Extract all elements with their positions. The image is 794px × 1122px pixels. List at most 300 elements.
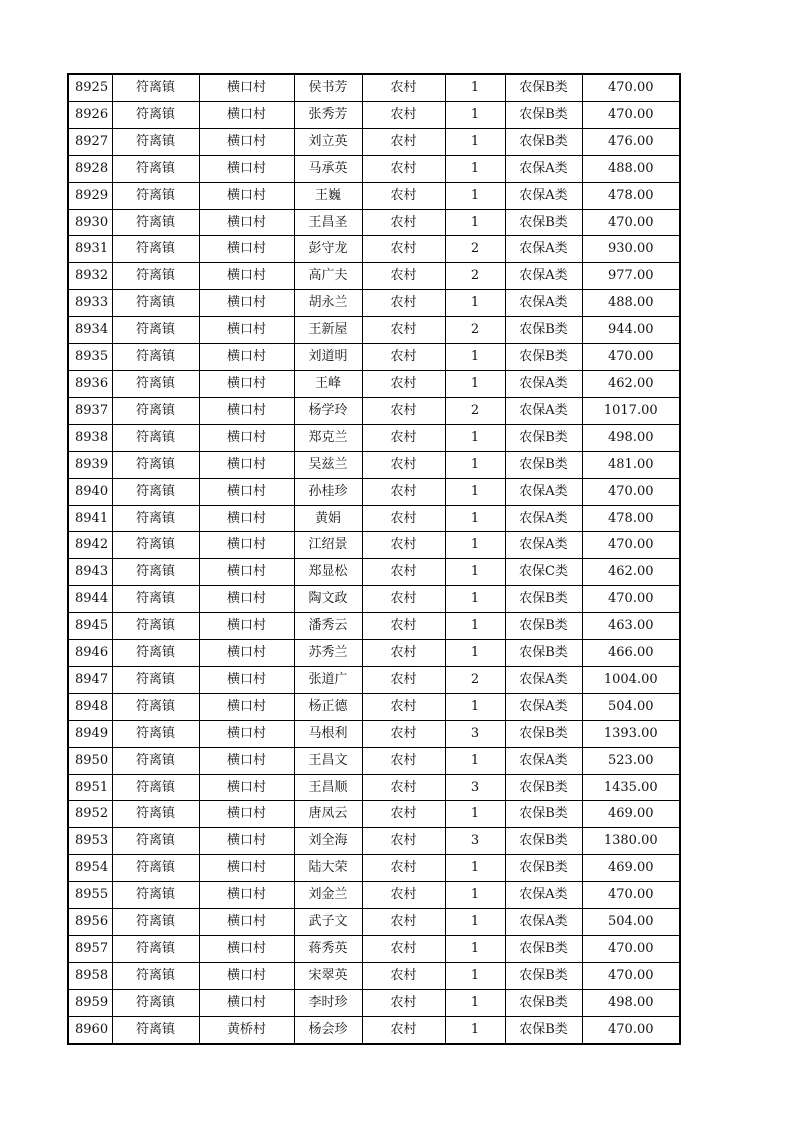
insurance-class-cell: 农保A类 <box>505 236 582 263</box>
area-type-cell: 农村 <box>362 855 445 882</box>
insurance-class-cell: 农保B类 <box>505 128 582 155</box>
village-cell: 横口村 <box>199 397 294 424</box>
row-id: 8959 <box>68 989 112 1016</box>
amount-cell: 481.00 <box>582 451 680 478</box>
insurance-class-cell: 农保A类 <box>505 532 582 559</box>
town-cell: 符离镇 <box>112 370 199 397</box>
village-cell: 横口村 <box>199 559 294 586</box>
village-cell: 横口村 <box>199 774 294 801</box>
village-cell: 黄桥村 <box>199 1016 294 1043</box>
village-cell: 横口村 <box>199 370 294 397</box>
insurance-class-cell: 农保B类 <box>505 828 582 855</box>
town-cell: 符离镇 <box>112 989 199 1016</box>
village-cell: 横口村 <box>199 74 294 101</box>
household-count-cell: 1 <box>445 290 505 317</box>
town-cell: 符离镇 <box>112 909 199 936</box>
insurance-class-cell: 农保B类 <box>505 936 582 963</box>
household-count-cell: 2 <box>445 666 505 693</box>
table-row <box>68 693 680 720</box>
area-type-cell: 农村 <box>362 74 445 101</box>
table-row <box>68 747 680 774</box>
household-count-cell: 1 <box>445 855 505 882</box>
insurance-class-cell: 农保A类 <box>505 370 582 397</box>
town-cell: 符离镇 <box>112 962 199 989</box>
area-type-cell: 农村 <box>362 828 445 855</box>
insurance-class-cell: 农保B类 <box>505 720 582 747</box>
area-type-cell: 农村 <box>362 882 445 909</box>
amount-cell: 470.00 <box>582 532 680 559</box>
village-cell: 横口村 <box>199 236 294 263</box>
table-row <box>68 155 680 182</box>
amount-cell: 488.00 <box>582 290 680 317</box>
area-type-cell: 农村 <box>362 989 445 1016</box>
amount-cell: 470.00 <box>582 478 680 505</box>
insurance-class-cell: 农保A类 <box>505 909 582 936</box>
insurance-class-cell: 农保B类 <box>505 801 582 828</box>
name-cell: 杨学玲 <box>294 397 362 424</box>
name-cell: 蒋秀英 <box>294 936 362 963</box>
insurance-class-cell: 农保A类 <box>505 882 582 909</box>
table-row <box>68 290 680 317</box>
name-cell: 彭守龙 <box>294 236 362 263</box>
insurance-class-cell: 农保B类 <box>505 209 582 236</box>
name-cell: 陶文政 <box>294 586 362 613</box>
name-cell: 苏秀兰 <box>294 640 362 667</box>
town-cell: 符离镇 <box>112 774 199 801</box>
row-id: 8928 <box>68 155 112 182</box>
area-type-cell: 农村 <box>362 317 445 344</box>
area-type-cell: 农村 <box>362 613 445 640</box>
amount-cell: 977.00 <box>582 263 680 290</box>
table-row <box>68 317 680 344</box>
area-type-cell: 农村 <box>362 505 445 532</box>
row-id: 8933 <box>68 290 112 317</box>
insurance-class-cell: 农保A类 <box>505 747 582 774</box>
area-type-cell: 农村 <box>362 101 445 128</box>
town-cell: 符离镇 <box>112 236 199 263</box>
household-count-cell: 1 <box>445 74 505 101</box>
household-count-cell: 1 <box>445 182 505 209</box>
table-row <box>68 478 680 505</box>
town-cell: 符离镇 <box>112 720 199 747</box>
name-cell: 高广夫 <box>294 263 362 290</box>
amount-cell: 470.00 <box>582 344 680 371</box>
insurance-class-cell: 农保A类 <box>505 397 582 424</box>
amount-cell: 469.00 <box>582 801 680 828</box>
town-cell: 符离镇 <box>112 801 199 828</box>
insurance-class-cell: 农保A类 <box>505 505 582 532</box>
table-row <box>68 909 680 936</box>
village-cell: 横口村 <box>199 182 294 209</box>
name-cell: 王昌顺 <box>294 774 362 801</box>
household-count-cell: 1 <box>445 424 505 451</box>
row-id: 8934 <box>68 317 112 344</box>
town-cell: 符离镇 <box>112 532 199 559</box>
row-id: 8944 <box>68 586 112 613</box>
table-row <box>68 559 680 586</box>
town-cell: 符离镇 <box>112 155 199 182</box>
row-id: 8958 <box>68 962 112 989</box>
row-id: 8956 <box>68 909 112 936</box>
area-type-cell: 农村 <box>362 397 445 424</box>
table-row <box>68 962 680 989</box>
village-cell: 横口村 <box>199 290 294 317</box>
village-cell: 横口村 <box>199 989 294 1016</box>
village-cell: 横口村 <box>199 532 294 559</box>
row-id: 8936 <box>68 370 112 397</box>
name-cell: 武子文 <box>294 909 362 936</box>
household-count-cell: 2 <box>445 397 505 424</box>
name-cell: 张秀芳 <box>294 101 362 128</box>
area-type-cell: 农村 <box>362 236 445 263</box>
household-count-cell: 1 <box>445 801 505 828</box>
town-cell: 符离镇 <box>112 855 199 882</box>
amount-cell: 478.00 <box>582 182 680 209</box>
amount-cell: 470.00 <box>582 586 680 613</box>
town-cell: 符离镇 <box>112 209 199 236</box>
row-id: 8942 <box>68 532 112 559</box>
name-cell: 胡永兰 <box>294 290 362 317</box>
village-cell: 横口村 <box>199 344 294 371</box>
area-type-cell: 农村 <box>362 640 445 667</box>
table-row <box>68 936 680 963</box>
row-id: 8926 <box>68 101 112 128</box>
household-count-cell: 3 <box>445 720 505 747</box>
village-cell: 横口村 <box>199 801 294 828</box>
town-cell: 符离镇 <box>112 478 199 505</box>
town-cell: 符离镇 <box>112 882 199 909</box>
name-cell: 刘道明 <box>294 344 362 371</box>
name-cell: 王巍 <box>294 182 362 209</box>
area-type-cell: 农村 <box>362 801 445 828</box>
row-id: 8930 <box>68 209 112 236</box>
town-cell: 符离镇 <box>112 451 199 478</box>
amount-cell: 504.00 <box>582 693 680 720</box>
table-row <box>68 586 680 613</box>
row-id: 8957 <box>68 936 112 963</box>
table-row <box>68 74 680 101</box>
village-cell: 横口村 <box>199 693 294 720</box>
area-type-cell: 农村 <box>362 693 445 720</box>
table-row <box>68 451 680 478</box>
village-cell: 横口村 <box>199 936 294 963</box>
table-row <box>68 128 680 155</box>
table-row <box>68 344 680 371</box>
town-cell: 符离镇 <box>112 182 199 209</box>
table-row <box>68 236 680 263</box>
table-row <box>68 182 680 209</box>
area-type-cell: 农村 <box>362 209 445 236</box>
village-cell: 横口村 <box>199 478 294 505</box>
name-cell: 吴兹兰 <box>294 451 362 478</box>
area-type-cell: 农村 <box>362 586 445 613</box>
town-cell: 符离镇 <box>112 101 199 128</box>
row-id: 8940 <box>68 478 112 505</box>
row-id: 8938 <box>68 424 112 451</box>
name-cell: 王昌圣 <box>294 209 362 236</box>
insurance-class-cell: 农保B类 <box>505 774 582 801</box>
village-cell: 横口村 <box>199 882 294 909</box>
village-cell: 横口村 <box>199 640 294 667</box>
amount-cell: 930.00 <box>582 236 680 263</box>
amount-cell: 1017.00 <box>582 397 680 424</box>
area-type-cell: 农村 <box>362 720 445 747</box>
household-count-cell: 2 <box>445 236 505 263</box>
insurance-class-cell: 农保B类 <box>505 344 582 371</box>
household-count-cell: 1 <box>445 962 505 989</box>
amount-cell: 498.00 <box>582 989 680 1016</box>
village-cell: 横口村 <box>199 962 294 989</box>
row-id: 8945 <box>68 613 112 640</box>
village-cell: 横口村 <box>199 424 294 451</box>
amount-cell: 488.00 <box>582 155 680 182</box>
area-type-cell: 农村 <box>362 155 445 182</box>
household-count-cell: 1 <box>445 1016 505 1043</box>
village-cell: 横口村 <box>199 451 294 478</box>
village-cell: 横口村 <box>199 909 294 936</box>
area-type-cell: 农村 <box>362 370 445 397</box>
amount-cell: 463.00 <box>582 613 680 640</box>
village-cell: 横口村 <box>199 613 294 640</box>
area-type-cell: 农村 <box>362 1016 445 1043</box>
amount-cell: 1393.00 <box>582 720 680 747</box>
area-type-cell: 农村 <box>362 909 445 936</box>
insurance-class-cell: 农保B类 <box>505 451 582 478</box>
amount-cell: 470.00 <box>582 936 680 963</box>
village-cell: 横口村 <box>199 505 294 532</box>
area-type-cell: 农村 <box>362 182 445 209</box>
name-cell: 杨正德 <box>294 693 362 720</box>
amount-cell: 462.00 <box>582 559 680 586</box>
household-count-cell: 3 <box>445 828 505 855</box>
household-count-cell: 1 <box>445 209 505 236</box>
village-cell: 横口村 <box>199 317 294 344</box>
village-cell: 横口村 <box>199 666 294 693</box>
row-id: 8941 <box>68 505 112 532</box>
insurance-class-cell: 农保A类 <box>505 666 582 693</box>
table-row <box>68 505 680 532</box>
row-id: 8952 <box>68 801 112 828</box>
village-cell: 横口村 <box>199 855 294 882</box>
household-count-cell: 1 <box>445 882 505 909</box>
area-type-cell: 农村 <box>362 451 445 478</box>
name-cell: 黄娟 <box>294 505 362 532</box>
row-id: 8939 <box>68 451 112 478</box>
table-row <box>68 101 680 128</box>
row-id: 8932 <box>68 263 112 290</box>
town-cell: 符离镇 <box>112 505 199 532</box>
amount-cell: 944.00 <box>582 317 680 344</box>
insurance-class-cell: 农保B类 <box>505 989 582 1016</box>
area-type-cell: 农村 <box>362 532 445 559</box>
amount-cell: 470.00 <box>582 101 680 128</box>
household-count-cell: 1 <box>445 478 505 505</box>
name-cell: 江绍景 <box>294 532 362 559</box>
amount-cell: 470.00 <box>582 74 680 101</box>
amount-cell: 1004.00 <box>582 666 680 693</box>
name-cell: 宋翠英 <box>294 962 362 989</box>
town-cell: 符离镇 <box>112 936 199 963</box>
village-cell: 横口村 <box>199 101 294 128</box>
name-cell: 郑克兰 <box>294 424 362 451</box>
town-cell: 符离镇 <box>112 666 199 693</box>
household-count-cell: 1 <box>445 936 505 963</box>
name-cell: 王昌文 <box>294 747 362 774</box>
row-id: 8925 <box>68 74 112 101</box>
household-count-cell: 1 <box>445 128 505 155</box>
name-cell: 李时珍 <box>294 989 362 1016</box>
table-row <box>68 263 680 290</box>
town-cell: 符离镇 <box>112 263 199 290</box>
name-cell: 孙桂珍 <box>294 478 362 505</box>
row-id: 8949 <box>68 720 112 747</box>
household-count-cell: 1 <box>445 370 505 397</box>
table-row <box>68 1016 680 1043</box>
name-cell: 张道广 <box>294 666 362 693</box>
household-count-cell: 1 <box>445 451 505 478</box>
table-row <box>68 532 680 559</box>
name-cell: 陆大荣 <box>294 855 362 882</box>
town-cell: 符离镇 <box>112 344 199 371</box>
amount-cell: 476.00 <box>582 128 680 155</box>
insurance-class-cell: 农保A类 <box>505 478 582 505</box>
table-row <box>68 774 680 801</box>
town-cell: 符离镇 <box>112 424 199 451</box>
town-cell: 符离镇 <box>112 1016 199 1043</box>
amount-cell: 498.00 <box>582 424 680 451</box>
table-row <box>68 640 680 667</box>
name-cell: 王峰 <box>294 370 362 397</box>
household-count-cell: 1 <box>445 586 505 613</box>
town-cell: 符离镇 <box>112 828 199 855</box>
amount-cell: 470.00 <box>582 1016 680 1043</box>
amount-cell: 470.00 <box>582 962 680 989</box>
row-id: 8927 <box>68 128 112 155</box>
insurance-class-cell: 农保B类 <box>505 586 582 613</box>
name-cell: 杨会珍 <box>294 1016 362 1043</box>
household-count-cell: 1 <box>445 989 505 1016</box>
amount-cell: 470.00 <box>582 209 680 236</box>
table-row <box>68 613 680 640</box>
insurance-class-cell: 农保A类 <box>505 693 582 720</box>
insurance-class-cell: 农保A类 <box>505 182 582 209</box>
row-id: 8951 <box>68 774 112 801</box>
name-cell: 王新屋 <box>294 317 362 344</box>
row-id: 8943 <box>68 559 112 586</box>
insurance-class-cell: 农保B类 <box>505 1016 582 1043</box>
household-count-cell: 1 <box>445 747 505 774</box>
insurance-class-cell: 农保B类 <box>505 962 582 989</box>
village-cell: 横口村 <box>199 155 294 182</box>
household-count-cell: 1 <box>445 155 505 182</box>
row-id: 8955 <box>68 882 112 909</box>
insurance-class-cell: 农保A类 <box>505 263 582 290</box>
town-cell: 符离镇 <box>112 747 199 774</box>
household-count-cell: 3 <box>445 774 505 801</box>
table-row <box>68 424 680 451</box>
area-type-cell: 农村 <box>362 424 445 451</box>
area-type-cell: 农村 <box>362 774 445 801</box>
village-cell: 横口村 <box>199 586 294 613</box>
table-row <box>68 666 680 693</box>
table-row <box>68 855 680 882</box>
table-body <box>68 74 680 1044</box>
name-cell: 马承英 <box>294 155 362 182</box>
name-cell: 刘立英 <box>294 128 362 155</box>
table-row <box>68 989 680 1016</box>
town-cell: 符离镇 <box>112 397 199 424</box>
insurance-class-cell: 农保A类 <box>505 155 582 182</box>
row-id: 8954 <box>68 855 112 882</box>
row-id: 8929 <box>68 182 112 209</box>
insurance-class-cell: 农保C类 <box>505 559 582 586</box>
village-cell: 横口村 <box>199 209 294 236</box>
insurance-class-cell: 农保B类 <box>505 74 582 101</box>
table-row <box>68 397 680 424</box>
household-count-cell: 1 <box>445 613 505 640</box>
household-count-cell: 1 <box>445 909 505 936</box>
town-cell: 符离镇 <box>112 559 199 586</box>
name-cell: 刘全海 <box>294 828 362 855</box>
table-row <box>68 882 680 909</box>
insurance-class-cell: 农保B类 <box>505 640 582 667</box>
town-cell: 符离镇 <box>112 640 199 667</box>
town-cell: 符离镇 <box>112 693 199 720</box>
household-count-cell: 1 <box>445 101 505 128</box>
village-cell: 横口村 <box>199 263 294 290</box>
area-type-cell: 农村 <box>362 478 445 505</box>
town-cell: 符离镇 <box>112 290 199 317</box>
amount-cell: 478.00 <box>582 505 680 532</box>
row-id: 8947 <box>68 666 112 693</box>
insurance-class-cell: 农保B类 <box>505 424 582 451</box>
village-cell: 横口村 <box>199 747 294 774</box>
amount-cell: 462.00 <box>582 370 680 397</box>
household-count-cell: 2 <box>445 263 505 290</box>
row-id: 8937 <box>68 397 112 424</box>
village-cell: 横口村 <box>199 128 294 155</box>
household-count-cell: 1 <box>445 640 505 667</box>
town-cell: 符离镇 <box>112 586 199 613</box>
amount-cell: 504.00 <box>582 909 680 936</box>
name-cell: 马根利 <box>294 720 362 747</box>
row-id: 8950 <box>68 747 112 774</box>
amount-cell: 469.00 <box>582 855 680 882</box>
row-id: 8948 <box>68 693 112 720</box>
data-table <box>67 73 681 1045</box>
insurance-class-cell: 农保B类 <box>505 855 582 882</box>
area-type-cell: 农村 <box>362 128 445 155</box>
row-id: 8953 <box>68 828 112 855</box>
name-cell: 刘金兰 <box>294 882 362 909</box>
amount-cell: 1380.00 <box>582 828 680 855</box>
insurance-class-cell: 农保B类 <box>505 317 582 344</box>
amount-cell: 523.00 <box>582 747 680 774</box>
row-id: 8931 <box>68 236 112 263</box>
area-type-cell: 农村 <box>362 747 445 774</box>
village-cell: 横口村 <box>199 828 294 855</box>
village-cell: 横口村 <box>199 720 294 747</box>
table-row <box>68 720 680 747</box>
area-type-cell: 农村 <box>362 344 445 371</box>
area-type-cell: 农村 <box>362 559 445 586</box>
insurance-class-cell: 农保B类 <box>505 101 582 128</box>
household-count-cell: 2 <box>445 317 505 344</box>
town-cell: 符离镇 <box>112 317 199 344</box>
household-count-cell: 1 <box>445 505 505 532</box>
name-cell: 郑显松 <box>294 559 362 586</box>
amount-cell: 1435.00 <box>582 774 680 801</box>
